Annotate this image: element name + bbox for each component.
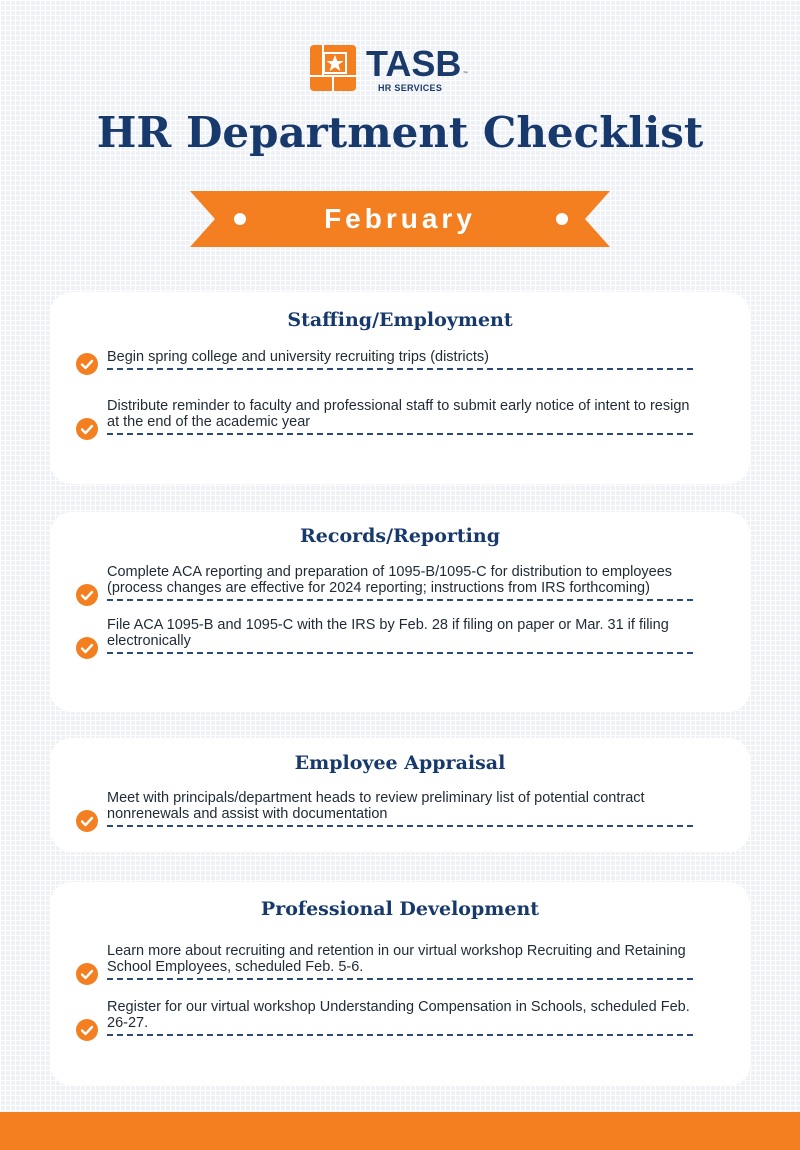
section-heading: Staffing/Employment [287,309,513,331]
page-title: HR Department Checklist [96,108,704,157]
check-icon [76,584,98,606]
check-icon [76,637,98,659]
item-text: Begin spring college and university recruiting trips (districts) [107,349,489,365]
section-professional-development [50,882,750,1086]
check-icon [76,1019,98,1041]
check-icon [76,963,98,985]
trademark: ™ [462,71,469,78]
section-records-reporting [50,512,750,712]
tasb-logo [310,45,468,95]
month-banner [190,191,610,247]
section-heading: Employee Appraisal [294,752,506,774]
section-heading: Professional Development [260,898,540,920]
check-icon [76,810,98,832]
item-text: File ACA 1095-B and 1095-C with the IRS by Feb. 28 if filing on paper or Mar. 31 if filing electronically [107,617,669,649]
check-icon [76,353,98,375]
section-heading: Records/Reporting [300,525,500,547]
check-icon [76,418,98,440]
item-text: Distribute reminder to faculty and professional staff to submit early notice of intent to resign at the end of the academic year [107,398,690,430]
checklist-item [107,999,693,1036]
section-employee-appraisal [50,738,750,852]
footer-bar [0,1112,800,1150]
month-label: February [324,203,476,234]
logo-name: TASB [366,43,462,84]
checklist-item [107,943,693,980]
star-logo-icon [310,45,356,91]
item-text: Complete ACA reporting and preparation of 1095-B/1095-C for distribution to employees (process changes are effective for 2024 reporting; instructions from IRS forthcoming) [107,564,673,596]
checklist-item [107,790,693,827]
checklist-item [107,398,693,435]
item-text: Meet with principals/department heads to review preliminary list of potential contract nonrenewals and assist with documentation [107,790,645,822]
logo-subtitle: HR SERVICES [378,83,443,93]
section-staffing-employment [50,292,750,484]
item-text: Register for our virtual workshop Understanding Compensation in Schools, scheduled Feb. 26-27. [107,999,690,1031]
checklist-item [107,349,693,370]
checklist-item [107,617,693,654]
checklist-item [107,564,693,601]
item-text: Learn more about recruiting and retention in our virtual workshop Recruiting and Retaining School Employees, scheduled Feb. 5-6. [107,943,686,975]
